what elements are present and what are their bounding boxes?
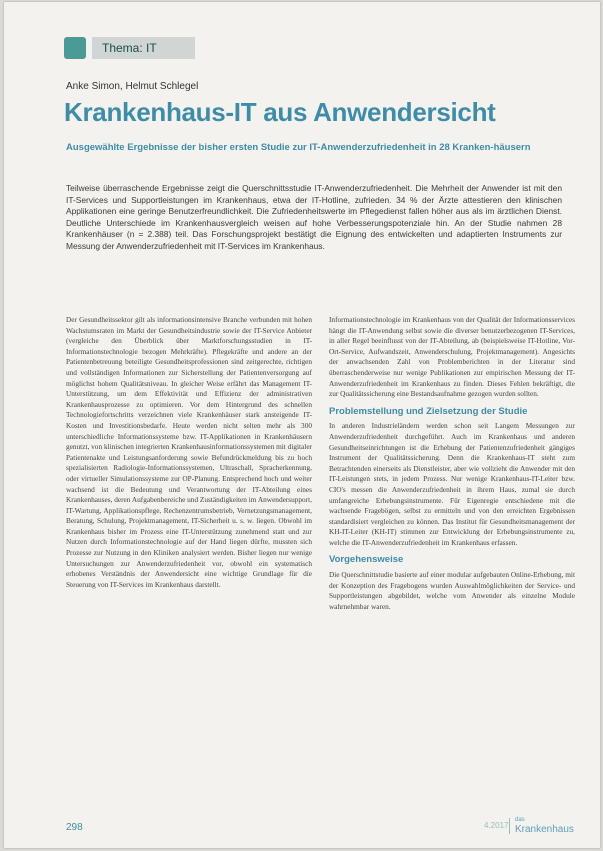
publication-logo-big: Krankenhaus — [515, 824, 574, 835]
page-number: 298 — [66, 822, 83, 833]
topic-tag — [64, 36, 195, 60]
topic-color-square — [64, 37, 86, 59]
body-paragraph: Informationstechnologie im Krankenhaus von der Qualität der Informationsservices hängt die IT-Anwendung selbst sowie die diverser benutzerbezogenen IT-Services, in aller Regel beeinflusst von der IT-Abteilung, ab (beispielsweise IT-Hotline, Vor-Ort-Service, Aufwandszeit, Anwenderschulung, Projektmanagement). Angesichts der anwachsenden Zahl von Problemberichten in der Literatur sind überraschenderweise nur wenige Publikationen zur empirischen Messung der IT-Anwenderzufriedenheit im Krankenhaus zu finden. Dieses Fehlen bekräftigt, die zur Qualitätssicherung eine Bestandsaufnahme gezogen wurden sollten. — [329, 315, 575, 399]
article-lead: Teilweise überraschende Ergebnisse zeigt die Querschnittsstudie IT-Anwenderzufriedenheit. Die Mehrheit der Anwender ist mit den IT-Services und Supportleistungen im Krankenhaus, etwa der IT-Hotline, zufrieden. 34 % der Ärzte attestieren den klinischen Applikationen eine geringe Benutzerfreundlichkeit. Die Zufriedenheitswerte im Pflegedienst fallen höher aus als im ärztlichen Dienst. Deutliche Unterschiede im Krankenhausvergleich weisen auf hohe Verbesserungspotenziale hin. An der Studie nahmen 28 Krankenhäuser (n = 2.388) teil. Das Forschungsprojekt bestätigt die Eignung des entwickelten und adaptierten Instruments zur Messung der Anwenderzufriedenheit mit IT-Services im Krankenhaus. — [66, 183, 562, 251]
article-authors: Anke Simon, Helmut Schlegel — [66, 81, 199, 92]
body-paragraph: Der Gesundheitssektor gilt als informationsintensive Branche verbunden mit hohen Wachstumsraten im Markt der Gesundheitsindustrie sowie der IT-Service Anbieter (vergleiche den Überblick über Marktforschungsstudien in IT-Informationstechnologie bezogen Mehrkräfte). Pflegekräfte und andere an der Patientenbetreuung beteiligte Gesundheitsprofessionen sind zeitgerechte, richtigen und vollständigen Informationen zur Sicherstellung der Patientenversorgung auf möglichst hohem Qualitätsniveau. In gleicher Weise erfährt das Management IT-Unterstützung, um dem Effektivität und Effizienz der administrativen Krankenhausprozesse zu optimieren. Vor dem Hintergrund des schnellen Technologiefortschritts verzeichnen viele Krankenhäuser stark ansteigende IT-Kosten und Investitionsbedarfe. Heute werden nicht selten mehr als 300 unterschiedliche Informationssysteme bzw. IT-Applikationen in Krankenhäusern genutzt, von klinischen integrierten Krankenhausinformationssystemen mit digitaler Patientenakte und Leistungsanforderung sowie Befundrückmeldung bis zu hoch spezialisierten Radiologie-Informationssystemen, Ultraschall, Spracherkennung, oder virtueller Simulationssysteme zur OP-Planung. Entsprechend hoch und weiter wachsend ist die Bedeutung und Verantwortung der IT-Abteilung eines Krankenhauses, deren Aufgabenbereiche und Zuständigkeiten im Anwendersupport, IT-Wartung, Applikationspflege, Rechenzentrumsbetrieb, Vernetzungsmanagement, Beratung, Schulung, Projektmanagement, IT-Sicherheit u. s. w. liegen. Obwohl im Krankenhaus bisher im Prozess eine IT-Unterstützung zunehmend statt und zur Nutzen durch Informationstechnologie auf der Hand liegen dürfte, mussten sich Prozesse zur Nutzung in den Kliniken analysiert werden. Bisher liegen nur wenige Untersuchungen zur Anwenderzufriedenheit vor, obwohl ein systematisch erhobenes Verständnis der Anwendersicht eine wichtige Grundlage für die Steuerung von IT-Services im Krankenhaus darstellt. — [66, 315, 312, 589]
body-column-right — [329, 315, 575, 612]
body-paragraph: Die Querschnittstudie basierte auf einer modular aufgebauten Online-Erhebung, mit der Konzeption des Fragebogens wurden Auswahlmöglichkeiten der Service- und Supportleistungen abgebildet, welche vom Anwender als einzelne Module wahrnehmbar waren. — [329, 570, 575, 611]
footer-divider — [509, 818, 510, 834]
section-heading-problem: Problemstellung und Zielsetzung der Studie — [329, 405, 528, 417]
issue-number: 4.2017 — [484, 821, 509, 830]
article-subtitle: Ausgewählte Ergebnisse der bisher ersten Studie zur IT-Anwenderzufriedenheit in 28 Kranken-häusern — [66, 142, 531, 153]
topic-label: Thema: IT — [92, 37, 195, 59]
body-column-left — [66, 315, 312, 590]
article-title: Krankenhaus-IT aus Anwendersicht — [64, 97, 496, 127]
publication-logo-small: das — [515, 817, 525, 823]
body-paragraph: In anderen Industrieländern werden schon seit Langem Messungen zur Anwenderzufriedenheit durchgeführt. Auch im Krankenhaus und anderen Gesundheitseinrichtungen ist die Erhebung der Patientenzufriedenheit gängiges Instrument der Qualitätssicherung. Denn die Krankenhaus-IT steht zum Betrachtenden einerseits als Dienstleister, aber wie vollzieht die Anwender mit den IT-Leistungen stets, in jedem Prozess. Nur wenige Krankenhaus-IT-Leiter bzw. CIO's messen die Anwenderzufriedenheit in ihrem Haus, zumal sie durch umfangreiche Erhebungsinstrumente. Für Eigenregie entschiedene mit die wachsende Fragebögen, selbst zu ermitteln und von den erreichten Ergebnissen standardisiert vergleichen zu können. Das Institut für Gesundheitsmanagement der KH-IT-Leiter (KH-IT) stimmen zur Entwicklung der Erhebungsinstrumente zu, welche die IT-Anwenderzufriedenheit im Krankenhaus erfassen. — [329, 421, 575, 547]
publication-logo — [515, 816, 574, 834]
section-heading-method: Vorgehensweise — [329, 554, 404, 566]
page-sheet — [4, 2, 600, 848]
